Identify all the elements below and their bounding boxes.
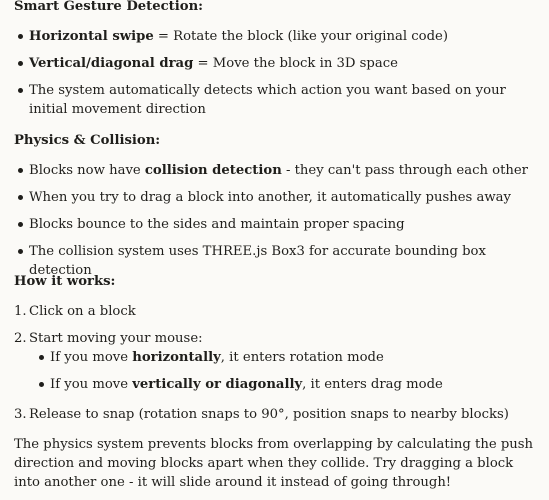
bullet-icon <box>39 382 44 387</box>
item-text: , it enters drag mode <box>302 377 443 392</box>
item-text: If you move <box>50 350 133 365</box>
item-bold: Horizontal swipe <box>29 29 154 44</box>
bullet-icon <box>39 355 44 360</box>
step-number: 1. <box>14 304 27 319</box>
ordered-step <box>14 302 535 321</box>
section-heading-gesture: Smart Gesture Detection: <box>14 0 204 14</box>
item-text: When you try to drag a block into another, it automatically pushes away <box>29 190 511 205</box>
bullet-icon <box>18 195 23 200</box>
ordered-step <box>14 405 535 424</box>
list-item <box>14 81 535 119</box>
bullet-icon <box>18 88 23 93</box>
bullet-icon <box>18 222 23 227</box>
list-item <box>14 54 535 73</box>
list-item <box>14 27 535 46</box>
bullet-icon <box>18 34 23 39</box>
item-bold: collision detection <box>144 163 282 178</box>
item-text: = Move the block in 3D space <box>193 56 398 71</box>
step-number: 3. <box>14 407 27 422</box>
step-text: Click on a block <box>29 304 136 319</box>
item-text: , it enters rotation mode <box>220 350 384 365</box>
item-bold: vertically or diagonally <box>132 377 303 392</box>
list-item <box>14 215 535 234</box>
item-bold: horizontally <box>132 350 221 365</box>
item-text: If you move <box>50 377 133 392</box>
step-text: Release to snap (rotation snaps to 90°, position snaps to nearby blocks) <box>29 407 509 422</box>
bullet-icon <box>18 168 23 173</box>
section-heading-physics: Physics & Collision: <box>14 133 161 148</box>
closing-paragraph: The physics system prevents blocks from overlapping by calculating the push direction and moving blocks apart when they collide. Try dragging a block into another one - it will slide around it instead of going through! <box>14 437 534 490</box>
sub-list-item <box>35 375 535 394</box>
item-text: The system automatically detects which action you want based on your initial movement direction <box>29 83 506 117</box>
ordered-step <box>14 329 535 348</box>
item-text: The collision system uses THREE.js Box3 for accurate bounding box detection <box>29 244 486 278</box>
list-item <box>14 188 535 207</box>
step-number: 2. <box>14 331 27 346</box>
sub-list-item <box>35 348 535 367</box>
item-text: Blocks bounce to the sides and maintain proper spacing <box>29 217 405 232</box>
item-text: = Rotate the block (like your original code) <box>153 29 448 44</box>
section-heading-how: How it works: <box>14 274 116 289</box>
item-text: Blocks now have <box>29 163 145 178</box>
item-bold: Vertical/diagonal drag <box>29 56 194 71</box>
step-text: Start moving your mouse: <box>29 331 203 346</box>
item-text: - they can't pass through each other <box>281 163 528 178</box>
list-item <box>14 161 535 180</box>
bullet-icon <box>18 249 23 254</box>
bullet-icon <box>18 61 23 66</box>
